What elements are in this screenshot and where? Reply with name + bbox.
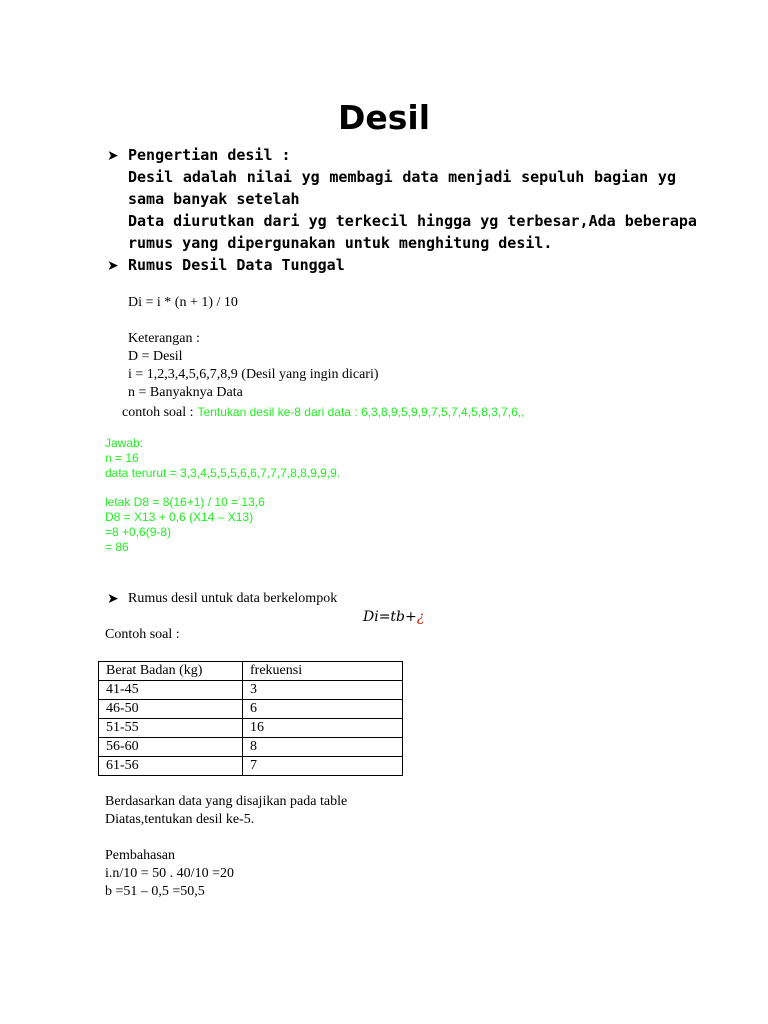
contoh-soal-label: contoh soal : [122,405,194,420]
table-cell: 61-56 [99,757,243,776]
formula-tunggal: Di = i * (n + 1) / 10 [128,295,238,310]
definition-line: Desil adalah nilai yg membagi data menjadi sepuluh bagian yg [128,168,676,186]
table-row [99,700,403,719]
table-cell: 41-45 [99,681,243,700]
table-cell: 51-55 [99,719,243,738]
bullet-icon: ➤ [107,148,119,164]
table-cell: 6 [243,700,403,719]
section-heading-rumus-kelompok: Rumus desil untuk data berkelompok [128,591,338,606]
jawab-line: data terurut = 3,3,4,5,5,5,6,6,7,7,7,8,8,9,9,9. [105,466,341,480]
keterangan-i: i = 1,2,3,4,5,6,7,8,9 (Desil yang ingin dicari) [128,367,379,382]
table-header-cell: Berat Badan (kg) [99,662,243,681]
contoh-soal-line [122,403,524,421]
section-heading-pengertian: Pengertian desil : [128,146,291,164]
pembahasan-line: i.n/10 = 50 . 40/10 =20 [105,866,234,881]
jawab-block [105,495,265,555]
page-title: Desil [337,98,431,137]
definition-line: Data diurutkan dari yg terkecil hingga yg terbesar,Ada beberapa [128,212,697,230]
table-row [99,719,403,738]
jawab-line: letak D8 = 8(16+1) / 10 = 13,6 [105,495,265,509]
pembahasan-line: b =51 – 0,5 =50,5 [105,884,205,899]
table-cell: 3 [243,681,403,700]
definition-line: sama banyak setelah [128,190,300,208]
jawab-line: =8 +0,6(9-8) [105,525,172,539]
pembahasan-heading: Pembahasan [105,848,175,863]
table-header-cell: frekuensi [243,662,403,681]
bullet-icon: ➤ [107,258,119,274]
contoh-soal-text: Tentukan desil ke-8 dari data : 6,3,8,9,5,9,9,7,5,7,4,5,8,3,7,6,, [197,405,525,419]
jawab-line: = 86 [105,540,129,554]
formula-main: Di=tb+ [363,609,417,625]
formula-red-glyph: ¿ [416,609,425,625]
keterangan-d: D = Desil [128,349,183,364]
table-row [99,738,403,757]
question-line: Berdasarkan data yang disajikan pada table [105,794,348,809]
frequency-table [98,661,403,776]
section-heading-rumus-tunggal: Rumus Desil Data Tunggal [128,256,345,274]
table-cell: 56-60 [99,738,243,757]
table-cell: 46-50 [99,700,243,719]
jawab-line: n = 16 [105,451,139,465]
keterangan-label: Keterangan : [128,331,200,346]
formula-kelompok [363,609,424,625]
contoh-soal-kelompok: Contoh soal : [105,627,180,642]
table-cell: 16 [243,719,403,738]
jawab-line: Jawab: [105,436,144,450]
table-cell: 8 [243,738,403,757]
definition-line: rumus yang dipergunakan untuk menghitung desil. [128,234,553,252]
table-row [99,681,403,700]
question-line: Diatas,tentukan desil ke-5. [105,812,255,827]
table-cell: 7 [243,757,403,776]
table-row [99,757,403,776]
bullet-icon: ➤ [107,591,119,607]
jawab-line: D8 = X13 + 0,6 (X14 – X13) [105,510,254,524]
keterangan-n: n = Banyaknya Data [128,385,243,400]
jawab-block [105,436,340,481]
table-header-row [99,662,403,681]
